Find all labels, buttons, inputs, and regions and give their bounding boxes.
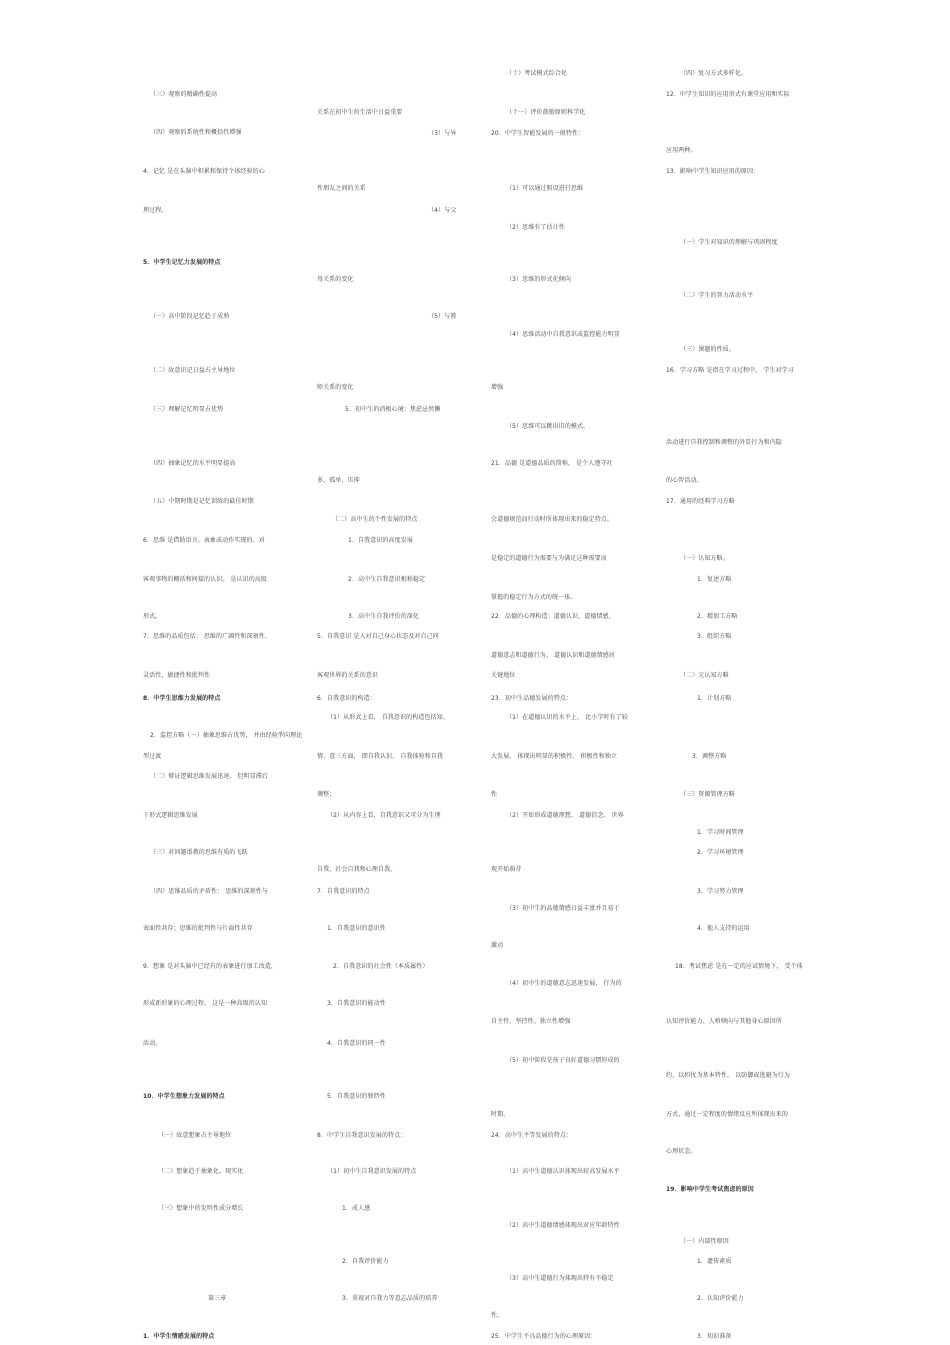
text-line: 心理状态。	[666, 1148, 697, 1155]
text-line: （四）观察的系统性和概括性增强	[150, 129, 242, 136]
text-line: 活动进行自我控制和调整的外显行为和内隐	[666, 439, 782, 446]
text-line: （二）辩证逻辑思维发展迅速， 但明显滞后	[150, 773, 268, 780]
text-line: 7．思维的品质包括： 思维的广阔性和深刻性、	[143, 633, 271, 640]
text-line: 活动。	[143, 1040, 162, 1047]
text-line: 6．思维 是借助语言、表象或动作实现的、对	[143, 537, 265, 544]
text-line: （2）高中生道德情感体现出对应年龄特性	[506, 1222, 620, 1229]
text-line: 3．自我意识的能动性	[327, 1000, 386, 1007]
text-line: 母关系的变化	[317, 276, 354, 283]
text-line: 20．中学生智能发展的一般特性：	[491, 130, 585, 137]
text-line: （5）与教	[428, 313, 457, 320]
text-line: （二）学生的智力活动水平	[680, 292, 754, 299]
text-line: 21．品德 是道德品质的简称， 是个人遵守社	[491, 460, 613, 467]
text-line: （4）初中生的道德意志迅速发展， 行为的	[506, 980, 622, 987]
text-line: 情、意三方面， 即自我认识、 自我体验和自我	[317, 753, 444, 760]
text-line: 3．高中生自我评价的深化	[348, 613, 420, 620]
text-line: 24．高中生平等发展的特点：	[491, 1132, 573, 1139]
text-line: （三）理解记忆明显占优势	[150, 406, 224, 413]
text-line: 师关系的变化	[317, 384, 354, 391]
text-line: （二）想象趋于抽象化、现实化	[158, 1168, 244, 1175]
text-line: （一）内部性原因	[680, 1238, 729, 1245]
text-line: 6．自我意识的构造：	[317, 695, 376, 702]
text-line: 1．自我意识的高度发展	[348, 537, 413, 544]
text-line: 4．记忆 是在头脑中积累和保持个体经验的心	[143, 168, 265, 175]
text-line: （三）资源管理方略	[680, 791, 735, 798]
text-line: 约，以担忧为基本特性， 以防御或逃避为行为	[666, 1072, 791, 1079]
text-line: 是稳定的道德行为需要与为满足这种需要而	[491, 555, 607, 562]
text-line: 理过程。	[143, 207, 168, 214]
section-heading: 19．影响中学生考试焦虑的原因	[666, 1186, 754, 1193]
text-line: （一）高中阶段记忆趋于成熟	[150, 313, 230, 320]
text-line: （1）初中生自我意识发展的特点	[327, 1168, 417, 1175]
text-line: 2．监控方略（一）抽象思维占优势， 并由经验型向理论	[150, 732, 303, 739]
text-line: 1．自我意识的意识性	[327, 925, 386, 932]
text-line: 客观事物的概括和间接的认识。 是认识的高级	[143, 576, 268, 583]
text-line: 23．初中生品德发展的特点：	[491, 695, 573, 702]
text-line: （3）高中生道德行为体现出特有不稳定	[506, 1275, 614, 1282]
text-line: 客观世界的关系的意识	[317, 672, 379, 679]
text-line: 认知评价能力、人格倾向与其他身心原因所	[666, 1018, 782, 1025]
text-line: 2．自我评价能力	[342, 1258, 389, 1265]
text-line: （一）学生对知识的理解与巩固程度	[680, 239, 778, 246]
text-line: 2．认知评价能力	[697, 1295, 744, 1302]
text-line: （二）元认知方略	[680, 672, 729, 679]
text-line: 性朋友之间的关系	[317, 185, 366, 192]
text-line: （1）从形式上看， 自我意识的构造包括知、	[327, 714, 449, 721]
text-line: 性。	[491, 1312, 504, 1319]
text-line: （3）与异	[428, 130, 457, 137]
text-line: （1）高中生道德认识体现出较高发展水平	[506, 1168, 620, 1175]
text-line: （一）故意想象占主导地位	[158, 1132, 232, 1139]
text-line: 17．通用的经典学习方略	[666, 498, 735, 505]
text-line: 25．中学生不良品德行为的心理原因：	[491, 1333, 597, 1340]
section-heading: 1．中学生情感发展的特点	[143, 1333, 215, 1340]
text-line: （五）中期时期是记忆训练的最佳时期	[150, 498, 254, 505]
text-line: 7．自我意识的特点	[317, 888, 370, 895]
text-line: （三）观察的精确性提高	[150, 91, 218, 98]
text-line: 3．调整方略	[692, 753, 727, 760]
text-line: 9．想象 是对头脑中已经有的表象进行加工改造，	[143, 963, 278, 970]
text-line: 自我、社会自我和心理自我。	[317, 866, 397, 873]
text-line: 22．品德的心理构造：道德认识、道德情感、	[491, 613, 615, 620]
text-line: 性	[491, 791, 498, 798]
text-line: （十）考试模式综合化	[506, 70, 568, 77]
text-line: 13．影响中学生知识应用的原因：	[666, 168, 760, 175]
text-line: （2）开始形成道德理想、 道德信念、 世界	[506, 812, 624, 819]
text-line: 关系在初中生的生活中日益重要	[317, 109, 403, 116]
text-line: 3．知识准备	[697, 1333, 732, 1340]
text-line: 时期。	[491, 1111, 510, 1118]
text-line: 4．自我意识的同一性	[327, 1040, 386, 1047]
text-line: （3）思维的形式化倾向	[506, 276, 571, 283]
text-line: （三）想象中的发明性成分增长	[158, 1205, 244, 1212]
text-line: 调整；	[317, 791, 336, 798]
text-line: （三）课题的性质。	[680, 346, 735, 353]
text-line: 3．重视对自我力等意志品质的培养	[342, 1295, 438, 1302]
text-line: 18．考试焦虑 是在一定的应试情境下， 受个体	[675, 963, 803, 970]
text-line: 1．计划方略	[697, 695, 732, 702]
text-line: 2．学习环境管理	[697, 849, 744, 856]
text-line: （3）初中生的品德情感日益丰富并且易于	[506, 905, 620, 912]
text-line: （一）认知方略。	[680, 555, 729, 562]
text-line: 形成新形象的心理过程。 这是一种高级的认知	[143, 1000, 268, 1007]
text-line: 的心智活动。	[666, 477, 703, 484]
text-line: 关键地位	[491, 672, 516, 679]
text-line: （四）复习方式多样化。	[680, 70, 748, 77]
text-line: 5．自我意识的独特性	[327, 1093, 386, 1100]
text-line: （三）对问题谱教的思维有质的飞跃	[150, 849, 248, 856]
text-line: 2．精加工方略	[697, 613, 738, 620]
text-line: 掌握的稳定行为方式的统一体。	[491, 594, 577, 601]
text-line: （1）在道德认识的水平上， 比小学时有了较	[506, 714, 628, 721]
text-line: 4．他人支持的运用	[697, 925, 750, 932]
text-line: 形式。	[143, 613, 162, 620]
text-line: 激动	[491, 942, 504, 949]
text-line: 自主性、坚持性、独立性增强	[491, 1018, 571, 1025]
text-line: 道德意志和道德行为。 道德认识和道德情感居	[491, 652, 616, 659]
text-line: （4）思维活动中自我意识或监控能力明显	[506, 331, 620, 338]
text-line: 5．初中生的消极心境：焦虑忌然懒	[345, 406, 441, 413]
text-line: 12．中学生知识的应用形式有课堂应用和实际	[666, 91, 790, 98]
text-line: （2）从内容上看，自我意识又可分为生理	[327, 812, 441, 819]
text-line: 3．组织方略	[697, 633, 732, 640]
text-line: 2．高中生自我意识相称稳定	[348, 576, 426, 583]
text-line: （二）高中生的个性发展的特点	[332, 516, 418, 523]
text-line: 8．中学生自我意识发展的特点：	[317, 1132, 407, 1139]
text-line: 应用两种。	[666, 147, 697, 154]
text-line: 于形式逻辑思维发展	[143, 812, 198, 819]
text-line: 5．自我意识 是人对自己身心状态及对自己同	[317, 633, 439, 640]
text-line: （四）抽象记忆的水平明显提高	[150, 460, 236, 467]
text-line: 1．复述方略	[697, 576, 732, 583]
text-line: 1．学习时间管理	[697, 829, 744, 836]
text-line: 大发展， 体现出明显的积极性、 积极性和独立	[491, 753, 618, 760]
text-line: （四）思维品质的矛盾性： 思维的深刻性与	[150, 888, 268, 895]
text-line: （2）思维有了估计性	[506, 224, 565, 231]
text-line: 16．学习方略 是指在学习过程中， 学生对学习	[666, 367, 794, 374]
text-line: 会道德规范而行动时所体现出来的稳定特点。	[491, 516, 614, 523]
text-line: （4）与父	[428, 207, 457, 214]
text-line: （十一）评价鼓励原则科学化	[506, 109, 586, 116]
text-line: 1．遗传素质	[697, 1258, 732, 1265]
text-line: 表面性共存；思维的批判性与片面性共存	[143, 925, 253, 932]
text-line: 增强	[491, 384, 504, 391]
section-heading: 5．中学生记忆力发展的特点	[143, 259, 221, 266]
text-line: （5）思维可以跳出旧的模式。	[506, 423, 590, 430]
text-line: （1）可以通过假设进行思维	[506, 185, 584, 192]
text-line: （5）初中阶段是孩子良好道德习惯形成的	[506, 1057, 620, 1064]
text-line: 型过渡	[143, 753, 162, 760]
text-line: 观开始萌芽	[491, 866, 522, 873]
text-line: （二）故意识记日益占主导地位	[150, 367, 236, 374]
text-line: 3．学习努力管理	[697, 888, 744, 895]
section-heading: 10．中学生想象力发展的特点	[143, 1093, 225, 1100]
text-line: 方式，通过一定程度的情绪反应所体现出来的	[666, 1111, 789, 1118]
text-line: 2．自我意识的社会性（本质属性）	[333, 963, 429, 970]
section-heading: 8．中学生思维力发展的特点	[143, 695, 221, 702]
text-line: 灵活性、敏捷性和批判性	[143, 672, 211, 679]
chapter-heading: 第三章	[208, 1295, 227, 1302]
text-line: 1．成人感	[342, 1205, 371, 1212]
text-line: 多、孤单、压抑	[317, 477, 360, 484]
